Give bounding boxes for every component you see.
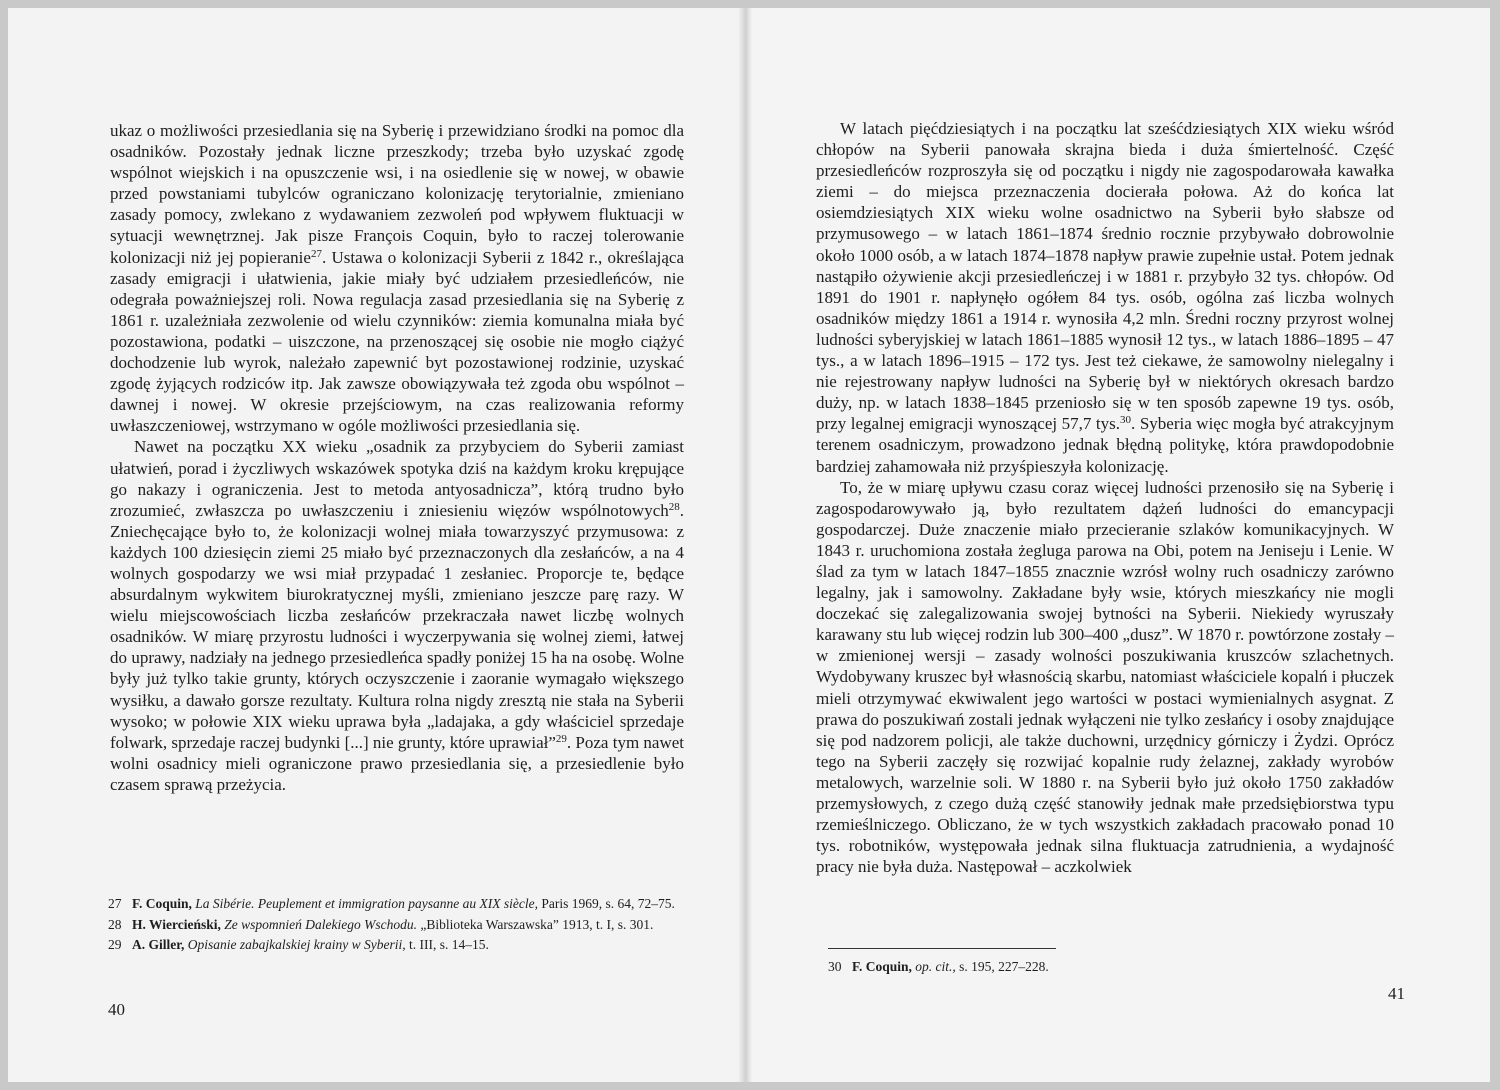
footnote-number: 30 [828, 959, 842, 974]
footnote-number: 29 [108, 937, 122, 952]
footnote-ref[interactable]: 30 [1120, 414, 1132, 427]
footnote [108, 936, 688, 954]
footnote-ref[interactable]: 29 [555, 732, 567, 745]
right-page-text [816, 118, 1394, 877]
footnote [108, 895, 688, 913]
footnote-number: 27 [108, 896, 122, 911]
footnote-ref[interactable]: 28 [668, 500, 680, 513]
page-number-right: 41 [1388, 984, 1405, 1003]
left-page-text [110, 120, 684, 795]
footnote-title: op. cit., [915, 959, 956, 974]
footnote [828, 958, 1388, 976]
footnote-title: Ze wspomnień Dalekiego Wschodu. [224, 916, 417, 932]
left-footnotes [108, 895, 688, 957]
footnote-author: F. Coquin, [132, 896, 192, 911]
footnote-title: La Sibérie. Peuplement et immigration paysanne au XIX siècle, [195, 896, 538, 911]
footnote-separator [828, 948, 1056, 949]
footnote-rest: Paris 1969, s. 64, 72–75. [537, 896, 675, 911]
page-number-left: 40 [108, 1000, 125, 1019]
footnote-author: A. Giller, [132, 937, 185, 952]
paragraph: W latach pięćdziesiątych i na początku lat sześćdziesiątych XIX wieku wśród chłopów na Syberii panowała skrajna bieda i duża śmiertelność. Część przesiedleńców rozproszyła się od początku i nigdy nie zagospodarowała kawałka ziemi – do miejsca przeznaczenia docierała połowa. Aż do końca lat osiemdziesiątych XIX wieku wolne osadnictwo na Syberii było słabsze od przymusowego – w latach 1861–1874 średnio rocznie przybywało dobrowolnie około 1000 osób, a w latach 1874–1878 napływ prawie zupełnie ustał. Potem jednak nastąpiło ożywienie akcji przesiedleńczej i w 1881 r. przybyło 32 tys. chłopów. Od 1891 do 1901 r. napłynęło ogółem 84 tys. osób, ogólna zaś liczba wolnych osadników między 1861 a 1914 r. wynosiła 4,2 mln. Średni roczny przyrost wolnej ludności syberyjskiej w latach 1861–1885 wynosił 12 tys., w latach 1886–1895 – 47 tys., a w latach 1896–1915 – 172 tys. Jest też ciekawe, że samowolny nielegalny i nie rejestrowany napływ ludności na Syberię był w niektórych okresach bardzo duży, np. w latach 1838–1845 przeniosło się w ten sposób zapewne 19 tys. osób, przy legalnej emigracji wynoszącej 57,7 tys.$^{30}$. Syberia więc mogła być atrakcyjnym terenem osadniczym, prowadzono jednak błędną politykę, która prawdopodobnie bardziej zahamowała niż przyśpieszyła kolonizację. [816, 119, 1394, 476]
footnote-rest: s. 195, 227–228. [955, 959, 1049, 974]
footnote-rest: t. III, s. 14–15. [405, 937, 489, 952]
paragraph: To, że w miarę upływu czasu coraz więcej ludności przenosiło się na Syberię i zagospodarowywało ją, było rezultatem dążeń ludności do emancypacji gospodarczej. Duże znaczenie miało przecieranie szlaków komunikacyjnych. W 1843 r. uruchomiona została żegluga parowa na Obi, potem na Jeniseju i Lenie. W ślad za tym w latach 1847–1855 znacznie wzrósł wolny ruch osadniczy zarówno legalny, jak i samowolny. Zakładane były wsie, których mieszkańcy nie mogli doczekać się zalegalizowania swojej bytności na Syberii. Niekiedy wyruszały karawany stu lub więcej rodzin lub 300–400 „dusz”. W 1870 r. powtórzone zostały – w zmienionej wersji – zasady wolności poszukiwania kruszców szlachetnych. Wydobywany kruszec był własnością skarbu, natomiast właściciele kopalń i płuczek mieli otrzymywać ekwiwalent jego wartości w postaci wymienialnych asygnat. Z prawa do poszukiwań zostali jednak wyłączeni nie tylko zesłańcy i osoby znajdujące się pod nadzorem policji, ale także duchowni, urzędnicy górniczy i Żydzi. Oprócz tego na Syberii zaczęły się rozwijać kopalnie rudy żelaznej, zakłady wyrobów metalowych, warzelnie soli. W 1880 r. na Syberii było już około 1750 zakładów przemysłowych, z czego dużą część stanowiły jednak małe przedsiębiorstwa typu rzemieślniczego. Obliczano, że w tych wszystkich zakładach pracowało ponad 10 tys. robotników, występowała jednak silna fluktuacja zatrudnienia, a wydajność pracy nie była duża. Następował – aczkolwiek [816, 477, 1394, 877]
footnote-author: H. Wiercieński, [132, 916, 221, 932]
right-footnotes [828, 958, 1388, 979]
paragraph: Nawet na początku XX wieku „osadnik za przybyciem do Syberii zamiast ułatwień, porad i życzliwych wskazówek spotyka dziś na każdym kroku krępujące go nakazy i ograniczenia. Jest to metoda antyosadnicza”, którą trudno było zrozumieć, zwłaszcza po uwłaszczeniu i zniesieniu więzów wspólnotowych$^{28}$. Zniechęcające było to, że kolonizacji wolnej miała towarzyszyć przymusowa: z każdych 100 dziesięcin ziemi 25 miało być przeznaczonych dla zesłańców, a na 4 wolnych gospodarzy we wsi miał przypadać 1 zesłaniec. Proporcje te, będące absurdalnym wykwitem biurokratycznej myśli, zmieniano jeszcze parę razy. W wielu miejscowościach liczba zesłańców przekraczała nawet liczbę wolnych osadników. W miarę przyrostu ludności i wyczerpywania się wolnej ziemi, łatwej do uprawy, nadziały na jednego przesiedleńca spadły poniżej 15 ha na osobę. Wolne były już tylko takie grunty, których oczyszczenie i zaoranie wymagało większego wysiłku, a dawało gorsze rezultaty. Kultura rolna nigdy zresztą nie stała na Syberii wysoko; w połowie XIX wieku uprawa była „ladajaka, a gdy właściciel sprzedaje folwark, sprzedaje raczej budynki [...] nie grunty, które uprawiał”$^{29}$. Poza tym nawet wolni osadnicy mieli ograniczone prawo przesiedlania się, a przesiedlenie było czasem sprawą przeżycia. [110, 437, 685, 794]
footnote-author: F. Coquin, [852, 959, 912, 974]
footnote [108, 916, 688, 934]
footnote-number: 28 [108, 916, 122, 932]
footnote-title: Opisanie zabajkalskiej krainy w Syberii, [187, 937, 406, 952]
footnote-ref[interactable]: 27 [310, 247, 322, 260]
book-gutter [738, 8, 752, 1082]
paragraph: ukaz o możliwości przesiedlania się na Syberię i przewidziano środki na pomoc dla osadników. Pozostały jednak liczne przeszkody; trzeba było uzyskać zgodę wspólnot wiejskich i na opuszczenie wsi, i na osiedlenie się w nowej, w obawie przed powstaniami tubylców ograniczano kolonizację terytorialnie, zmieniano zasady pomocy, zwlekano z wydawaniem zezwoleń pod wpływem fluktuacji w sytuacji wewnętrznej. Jak pisze François Coquin, było to raczej tolerowanie kolonizacji niż jej popieranie$^{27}$. Ustawa o kolonizacji Syberii z 1842 r., określająca zasady emigracji i ułatwienia, jakie miały być udziałem przesiedleńców, nie odegrała poważniejszej roli. Nowa regulacja zasad przesiedlania się na Syberię z 1861 r. uzależniała zezwolenie od wielu czynników: ziemia komunalna miała być pozostawiona, podatki – uiszczone, na przenoszącej się osobie nie mogło ciążyć dochodzenie lub wyrok, należało zapewnić byt pozostawionej rodzinie, uzyskać zgodę żyjących rodziców itp. Jak zawsze obowiązywała też zgoda obu wspólnot – dawnej i nowej. W okresie przejściowym, na czas realizowania reformy uwłaszczeniowej, wstrzymano w ogóle możliwości przesiedlania się. [110, 121, 684, 436]
footnote-rest: „Biblioteka Warszawska” 1913, t. I, s. 301. [416, 916, 654, 932]
